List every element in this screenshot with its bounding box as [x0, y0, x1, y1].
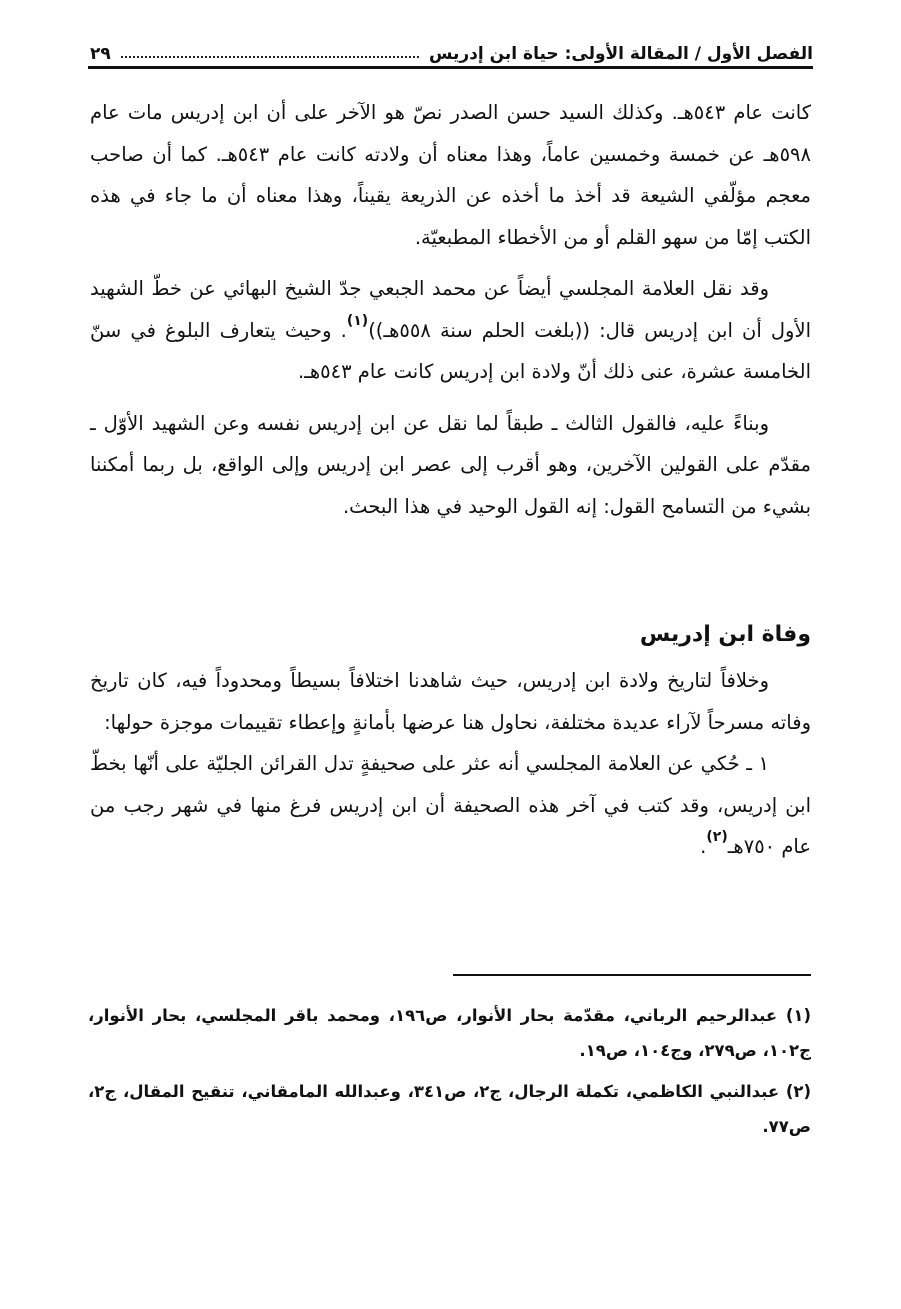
footnote-1: (١) عبدالرحيم الرباني، مقدّمة بحار الأنوار، ص١٩٦، ومحمد باقر المجلسي، بحار الأنوار، ج١٠٢، ص٢٧٩، وج١٠٤، ص١٩. [88, 1006, 811, 1060]
section-paragraph-2-text: ١ ـ حُكي عن العلامة المجلسي أنه عثر على صحيفةٍ تدل القرائن الجليّة على أنّها بخطّ ابن إدريس، وقد كتب في آخر هذه الصحيفة أن ابن إدريس فرغ منها في شهر رجب من عام ٧٥٠هـ [90, 752, 811, 858]
paragraph-2-text-a: وقد نقل العلامة المجلسي أيضاً عن محمد الجبعي جدّ الشيخ البهائي عن خطّ الشهيد الأول أن ابن إدريس قال: ((بلغت الحلم سنة ٥٥٨هـ)) [90, 277, 811, 342]
section-paragraph-2-end: . [700, 835, 707, 858]
section-paragraph-1: وخلافاً لتاريخ ولادة ابن إدريس، حيث شاهدنا اختلافاً بسيطاً ومحدوداً فيه، كان تاريخ وفاته مسرحاً لآراء عديدة مختلفة، نحاول هنا عرضها بأمانةٍ وإعطاء تقييمات موجزة حولها: [90, 669, 811, 734]
page-number: ٢٩ [90, 44, 111, 64]
header-rule [88, 66, 813, 69]
section-paragraph-2 [90, 743, 811, 868]
footnote-ref-2[interactable]: (٢) [706, 829, 728, 845]
paragraph-2-text-b: . وحيث يتعارف البلوغ في سنّ الخامسة عشرة، عنى ذلك أنّ ولادة ابن إدريس كانت عام ٥٤٣هـ. [90, 318, 811, 383]
footnote-ref-1[interactable]: (١) [346, 312, 369, 329]
footnote-separator [453, 974, 811, 976]
header-title: الفصل الأول / المقالة الأولى: حياة ابن إدريس [428, 44, 813, 64]
section-title: وفاة ابن إدريس [639, 622, 811, 647]
paragraph-2 [90, 268, 811, 393]
paragraph-1: كانت عام ٥٤٣هـ. وكذلك السيد حسن الصدر نصّ هو الآخر على أن ابن إدريس مات عام ٥٩٨هـ عن خمسة وخمسين عاماً، وهذا معناه أن ولادته كانت عام ٥٤٣هـ. كما أن صاحب معجم مؤلّفي الشيعة قد أخذ ما أخذه عن الذريعة يقيناً، وهذا معناه أن ما جاء في هذه الكتب إمّا من سهو القلم أو من الأخطاء المطبعيّة. [90, 101, 811, 249]
paragraph-3: وبناءً عليه، فالقول الثالث ـ طبقاً لما نقل عن ابن إدريس نفسه وعن الشهيد الأوّل ـ مقدّم على القولين الآخرين، وهو أقرب إلى عصر ابن إدريس وإلى الواقع، بل ربما أمكننا بشيء من التسامح القول: إنه القول الوحيد في هذا البحث. [90, 411, 811, 518]
main-text [90, 92, 811, 527]
header-dot-leader [121, 56, 419, 58]
running-header [90, 30, 813, 64]
footnote-2: (٢) عبدالنبي الكاظمي، تكملة الرجال، ج٢، ص٣٤١، وعبدالله المامقاني، تنقيح المقال، ج٢، ص٧٧. [88, 1082, 811, 1136]
section-text [90, 660, 811, 868]
footnotes [88, 998, 811, 1150]
